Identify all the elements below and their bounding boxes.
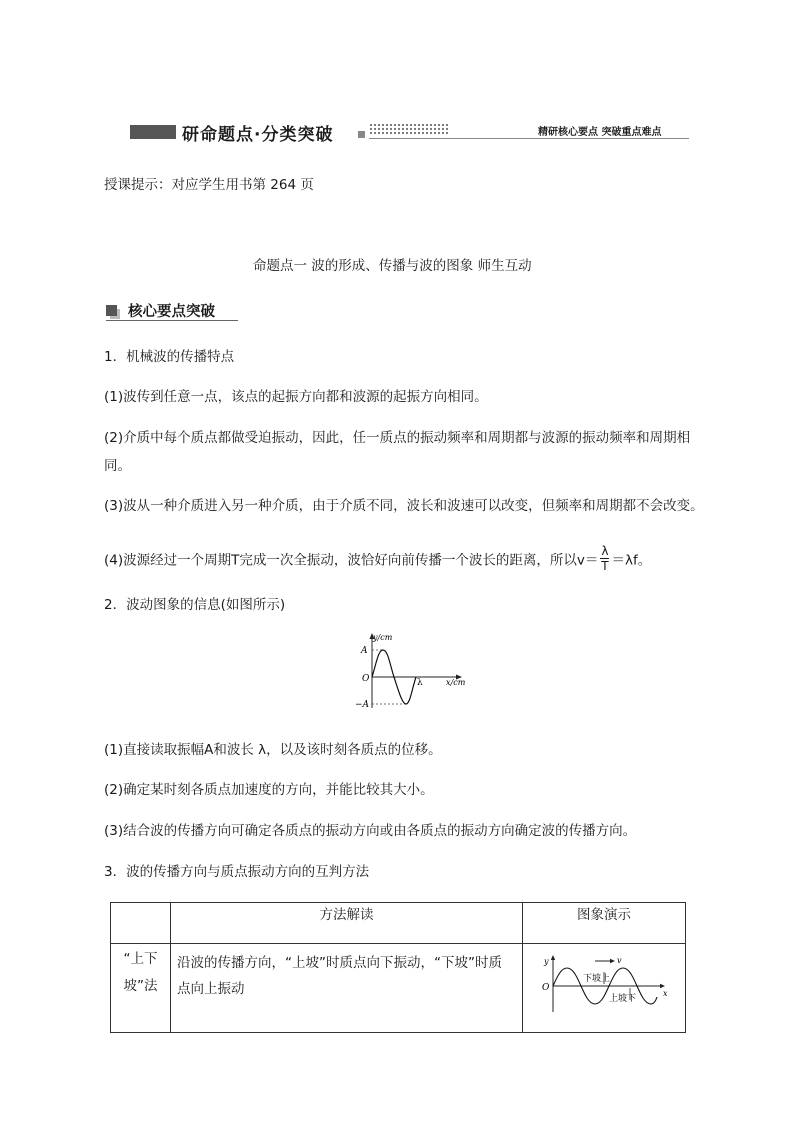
fig-down-slope-label: 下坡 <box>583 974 602 984</box>
header-cell-method: 方法解读 <box>171 903 523 944</box>
point1-item2-cont: 同。 <box>104 458 131 474</box>
point1-item3: (3)波从一种介质进入另一种介质，由于介质不同，波长和波速可以改变，但频率和周期都不会改变。 <box>104 498 704 514</box>
fig-up-slope-char: 下 <box>627 994 637 1004</box>
point1-item2: (2)介质中每个质点都做受迫振动，因此，任一质点的振动频率和周期都与波源的振动频率和周期相 <box>104 430 691 446</box>
topic-title: 命题点一 波的形成、传播与波的图象 师生互动 <box>253 258 532 274</box>
amp-neg-label: −A <box>355 700 370 710</box>
section-rule <box>106 320 238 321</box>
fraction-denominator: T <box>601 559 609 573</box>
header-rule <box>369 138 689 139</box>
fig-up-slope-label: 上坡 <box>609 994 628 1004</box>
up-down-slope-figure <box>537 950 677 1020</box>
method-desc-cell: 沿波的传播方向，“上坡”时质点向下振动，“下坡”时质点向上振动 <box>171 944 523 1033</box>
fig-x-label: x <box>663 989 668 998</box>
method-name-line1: “上下 <box>123 951 158 967</box>
fraction <box>600 544 609 573</box>
fig-y-label: y <box>544 957 549 966</box>
methods-table <box>110 902 686 1033</box>
point2-title: 2．波动图象的信息(如图所示) <box>104 597 286 613</box>
fig-v-label: v <box>617 956 622 965</box>
point2-item1: (1)直接读取振幅A和波长 λ，以及该时刻各质点的位移。 <box>104 742 442 758</box>
table-row <box>111 944 686 1033</box>
point3-title: 3．波的传播方向与质点振动方向的互判方法 <box>104 864 370 880</box>
fig-y-arrow <box>551 955 555 960</box>
header-cell-figure: 图象演示 <box>523 903 686 944</box>
method-name-cell <box>111 944 171 1033</box>
method-name-line2: 坡”法 <box>123 978 158 994</box>
header-cell-empty <box>111 903 171 944</box>
header-right-text: 精研核心要点 突破重点难点 <box>538 127 662 138</box>
wave-graph <box>350 630 470 712</box>
fraction-numerator: λ <box>601 544 609 558</box>
formula-lhs: v＝ <box>576 552 599 569</box>
point1-title: 1．机械波的传播特点 <box>104 349 235 365</box>
y-axis-label: y/cm <box>373 633 393 642</box>
section-square-dark <box>106 305 117 316</box>
fig-down-slope-char: 上 <box>601 974 611 984</box>
table-header-row <box>111 903 686 944</box>
teaching-hint: 授课提示：对应学生用书第 264 页 <box>104 177 314 193</box>
fig-origin-label: O <box>542 983 550 993</box>
item4-text: (4)波源经过一个周期T完成一次全振动，波恰好向前传播一个波长的距离，所以 <box>104 552 577 569</box>
section-label: 核心要点突破 <box>128 304 215 320</box>
point1-item4 <box>104 546 651 575</box>
header-square <box>358 131 365 138</box>
point2-item2: (2)确定某时刻各质点加速度的方向，并能比较其大小。 <box>104 782 434 798</box>
header-title: 研命题点·分类突破 <box>182 125 334 145</box>
origin-label: O <box>362 674 370 684</box>
fig-x-arrow <box>660 984 665 988</box>
fig-velocity-arrowhead <box>610 959 615 963</box>
header-dark-bar <box>130 125 176 139</box>
point2-item3: (3)结合波的传播方向可确定各质点的振动方向或由各质点的振动方向确定波的传播方向。 <box>104 823 637 839</box>
header-dot-pattern <box>369 123 449 135</box>
x-axis-label: x/cm <box>446 678 466 687</box>
method-figure-cell <box>523 944 686 1033</box>
amp-pos-label: A <box>361 646 368 656</box>
formula-rhs: ＝λf。 <box>611 552 652 569</box>
point1-item1: (1)波传到任意一点，该点的起振方向都和波源的起振方向相同。 <box>104 389 488 405</box>
lambda-label: λ <box>417 678 423 688</box>
